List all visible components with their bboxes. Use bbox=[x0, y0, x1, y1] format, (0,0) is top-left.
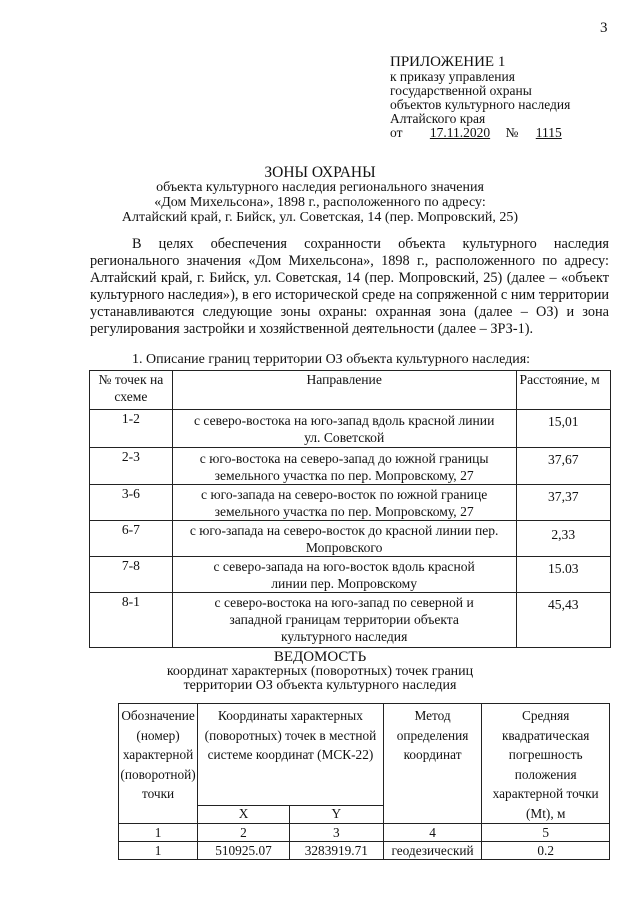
cell-points: 7-8 bbox=[90, 557, 173, 593]
title-line: Алтайский край, г. Бийск, ул. Советская, 14 (пер. Мопровский, 25) bbox=[121, 210, 519, 225]
page-number: 3 bbox=[600, 20, 608, 36]
intro-paragraph-text: В целях обеспечения сохранности объекта культурного наследия регионального значения «Дом Михельсона», 1898 г., расположенного по адресу: Алтайский край, г. Бийск, ул. Советская, 14 (пер. Мопровский, 25) (далее – «объект культурного наследия»), в его исторической среде на сопряженной с ним территории устанавливаются следующие зоны охраны: охранная зона (далее – ОЗ) и зона регулирования застройки и хозяйственной деятельности (далее – ЗРЗ-1). bbox=[90, 236, 609, 338]
date-prefix: от bbox=[390, 125, 403, 140]
table-row bbox=[90, 557, 611, 593]
table1-caption: 1. Описание границ территории ОЗ объекта культурного наследия: bbox=[132, 352, 531, 367]
table-header-row bbox=[119, 704, 610, 806]
cell-direction: с юго-запада на северо-восток до красной линии пер. Мопровского bbox=[172, 521, 516, 557]
appendix-line: к приказу управления bbox=[390, 69, 515, 84]
cell-method: геодезический bbox=[383, 842, 482, 860]
numbering-row bbox=[119, 824, 610, 842]
column-number: 1 bbox=[119, 824, 198, 842]
table-row bbox=[90, 593, 611, 648]
vedomost-subtitle: территории ОЗ объекта культурного наследия bbox=[183, 678, 457, 693]
intro-paragraph bbox=[90, 236, 609, 339]
vedomost-title: ВЕДОМОСТЬ bbox=[273, 649, 367, 665]
title-line: объекта культурного наследия регионального значения bbox=[156, 180, 484, 195]
header-method: Метод определения координат bbox=[383, 704, 482, 824]
table-row bbox=[90, 410, 611, 448]
table-row bbox=[90, 485, 611, 521]
document-title bbox=[0, 165, 640, 225]
appendix-line: Алтайского края bbox=[390, 111, 486, 126]
appendix-date-line bbox=[390, 126, 576, 140]
cell-direction: с юго-востока на северо-запад до южной границы земельного участка по пер. Мопровскому, 27 bbox=[172, 448, 516, 485]
title-line: «Дом Михельсона», 1898 г., расположенного по адресу: bbox=[154, 195, 486, 210]
number-sign: № bbox=[505, 125, 519, 140]
header-points: № точек на схеме bbox=[90, 371, 173, 410]
cell-x: 510925.07 bbox=[198, 842, 290, 860]
cell-points: 2-3 bbox=[90, 448, 173, 485]
header-y: Y bbox=[289, 806, 383, 824]
header-coordinates: Координаты характерных (поворотных) точек в местной системе координат (МСК-22) bbox=[198, 704, 384, 806]
cell-distance: 37,37 bbox=[516, 485, 610, 521]
cell-points: 1-2 bbox=[90, 410, 173, 448]
order-number: 1115 bbox=[535, 125, 562, 140]
cell-points: 8-1 bbox=[90, 593, 173, 648]
cell-direction: с юго-запада на северо-восток по южной границе земельного участка по пер. Мопровскому, 27 bbox=[172, 485, 516, 521]
cell-distance: 15.03 bbox=[516, 557, 610, 593]
column-number: 2 bbox=[198, 824, 290, 842]
cell-points: 6-7 bbox=[90, 521, 173, 557]
vedomost-subtitle: координат характерных (поворотных) точек границ bbox=[166, 664, 474, 679]
column-number: 4 bbox=[383, 824, 482, 842]
appendix-line: объектов культурного наследия bbox=[390, 97, 571, 112]
cell-direction: с северо-востока на юго-запад по северной и западной границам территории объекта культурного наследия bbox=[172, 593, 516, 648]
cell-point-id: 1 bbox=[119, 842, 198, 860]
cell-distance: 45,43 bbox=[516, 593, 610, 648]
boundary-table bbox=[89, 370, 611, 648]
cell-points: 3-6 bbox=[90, 485, 173, 521]
coordinates-table bbox=[118, 703, 610, 860]
cell-error: 0.2 bbox=[482, 842, 610, 860]
appendix-block bbox=[390, 55, 576, 140]
appendix-line: государственной охраны bbox=[390, 83, 532, 98]
header-error: Средняя квадратическая погрешность положения характерной точки (Mt), м bbox=[482, 704, 610, 824]
table-row bbox=[119, 842, 610, 860]
cell-distance: 15,01 bbox=[516, 410, 610, 448]
header-x: X bbox=[198, 806, 290, 824]
cell-direction: с северо-востока на юго-запад вдоль красной линии ул. Советской bbox=[172, 410, 516, 448]
table-row bbox=[90, 448, 611, 485]
title-main: ЗОНЫ ОХРАНЫ bbox=[264, 164, 376, 181]
cell-distance: 37,67 bbox=[516, 448, 610, 485]
column-number: 5 bbox=[482, 824, 610, 842]
appendix-heading: ПРИЛОЖЕНИЕ 1 bbox=[390, 54, 506, 70]
table-header-row bbox=[90, 371, 611, 410]
cell-distance: 2,33 bbox=[516, 521, 610, 557]
cell-y: 3283919.71 bbox=[289, 842, 383, 860]
column-number: 3 bbox=[289, 824, 383, 842]
order-date: 17.11.2020 bbox=[429, 125, 491, 140]
header-point-id: Обозначение (номер) характерной (поворотной) точки bbox=[119, 704, 198, 824]
header-distance: Расстояние, м bbox=[516, 371, 610, 410]
cell-direction: с северо-запада на юго-восток вдоль красной линии пер. Мопровскому bbox=[172, 557, 516, 593]
table-row bbox=[90, 521, 611, 557]
header-direction: Направление bbox=[172, 371, 516, 410]
